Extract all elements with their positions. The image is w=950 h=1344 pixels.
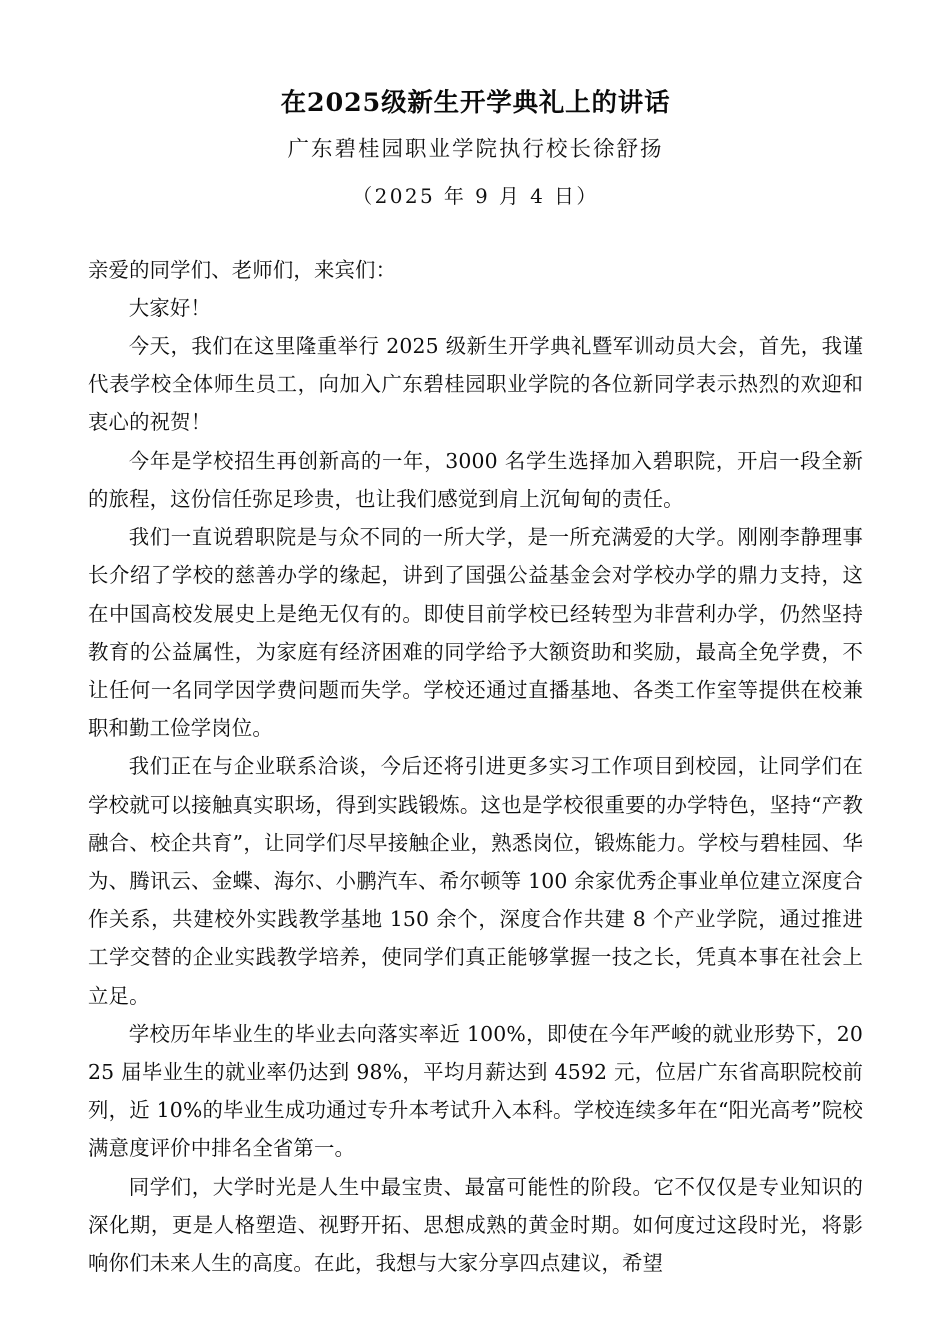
document-date: （2025 年 9 月 4 日）	[352, 183, 599, 208]
document-title: 在2025级新生开学典礼上的讲话	[280, 88, 671, 118]
paragraph-college-years-advice: 同学们，大学时光是人生中最宝贵、最富可能性的阶段。它不仅仅是专业知识的深化期，更是人格塑造、视野开拓、思想成熟的黄金时期。如何度过这段时光，将影响你们未来人生的高度。在此，我想与大家分享四点建议，希望	[88, 1174, 863, 1275]
paragraph-charity-education: 我们一直说碧职院是与众不同的一所大学，是一所充满爱的大学。刚刚李静理事长介绍了学校的慈善办学的缘起，讲到了国强公益基金会对学校办学的鼎力支持，这在中国高校发展史上是绝无仅有的。即使目前学校已经转型为非营利办学，仍然坚持教育的公益属性，为家庭有经济困难的同学给予大额资助和奖励，最高全免学费，不让任何一名同学因学费问题而失学。学校还通过直播基地、各类工作室等提供在校兼职和勤工俭学岗位。	[88, 525, 863, 741]
title-block	[88, 0, 863, 211]
document-subtitle-author: 广东碧桂园职业学院执行校长徐舒扬	[287, 137, 664, 163]
paragraph-opening-welcome: 今天，我们在这里隆重举行 2025 级新生开学典礼暨军训动员大会，首先，我谨代表学校全体师生员工，向加入广东碧桂园职业学院的各位新同学表示热烈的欢迎和衷心的祝贺！	[88, 334, 863, 435]
page-text-column	[88, 0, 863, 1282]
document-body	[88, 251, 863, 1282]
paragraph-industry-cooperation: 我们正在与企业联系洽谈，今后还将引进更多实习工作项目到校园，让同学们在学校就可以接触真实职场，得到实践锻炼。这也是学校很重要的办学特色，坚持“产教融合、校企共育”，让同学们尽早接触企业，熟悉岗位，锻炼能力。学校与碧桂园、华为、腾讯云、金蝶、海尔、小鹏汽车、希尔顿等 100 余家优秀企事业单位建立深度合作关系，共建校外实践教学基地 150 余个，深度合作共建 8 个产业学院，通过推进工学交替的企业实践教学培养，使同学们真正能够掌握一技之长，凭真本事在社会上立足。	[88, 754, 863, 1008]
paragraph-salutation: 亲爱的同学们、老师们，来宾们：	[88, 257, 397, 282]
paragraph-greeting: 大家好！	[128, 295, 211, 320]
paragraph-enrollment-record: 今年是学校招生再创新高的一年，3000 名学生选择加入碧职院，开启一段全新的旅程，这份信任弥足珍贵，也让我们感觉到肩上沉甸甸的责任。	[88, 448, 863, 511]
paragraph-employment-stats: 学校历年毕业生的毕业去向落实率近 100%，即使在今年严峻的就业形势下，2025 届毕业生的就业率仍达到 98%，平均月薪达到 4592 元，位居广东省高职院校前列，近 10%的毕业生成功通过专升本考试升入本科。学校连续多年在“阳光高考”院校满意度评价中排名全省第一。	[88, 1021, 863, 1161]
